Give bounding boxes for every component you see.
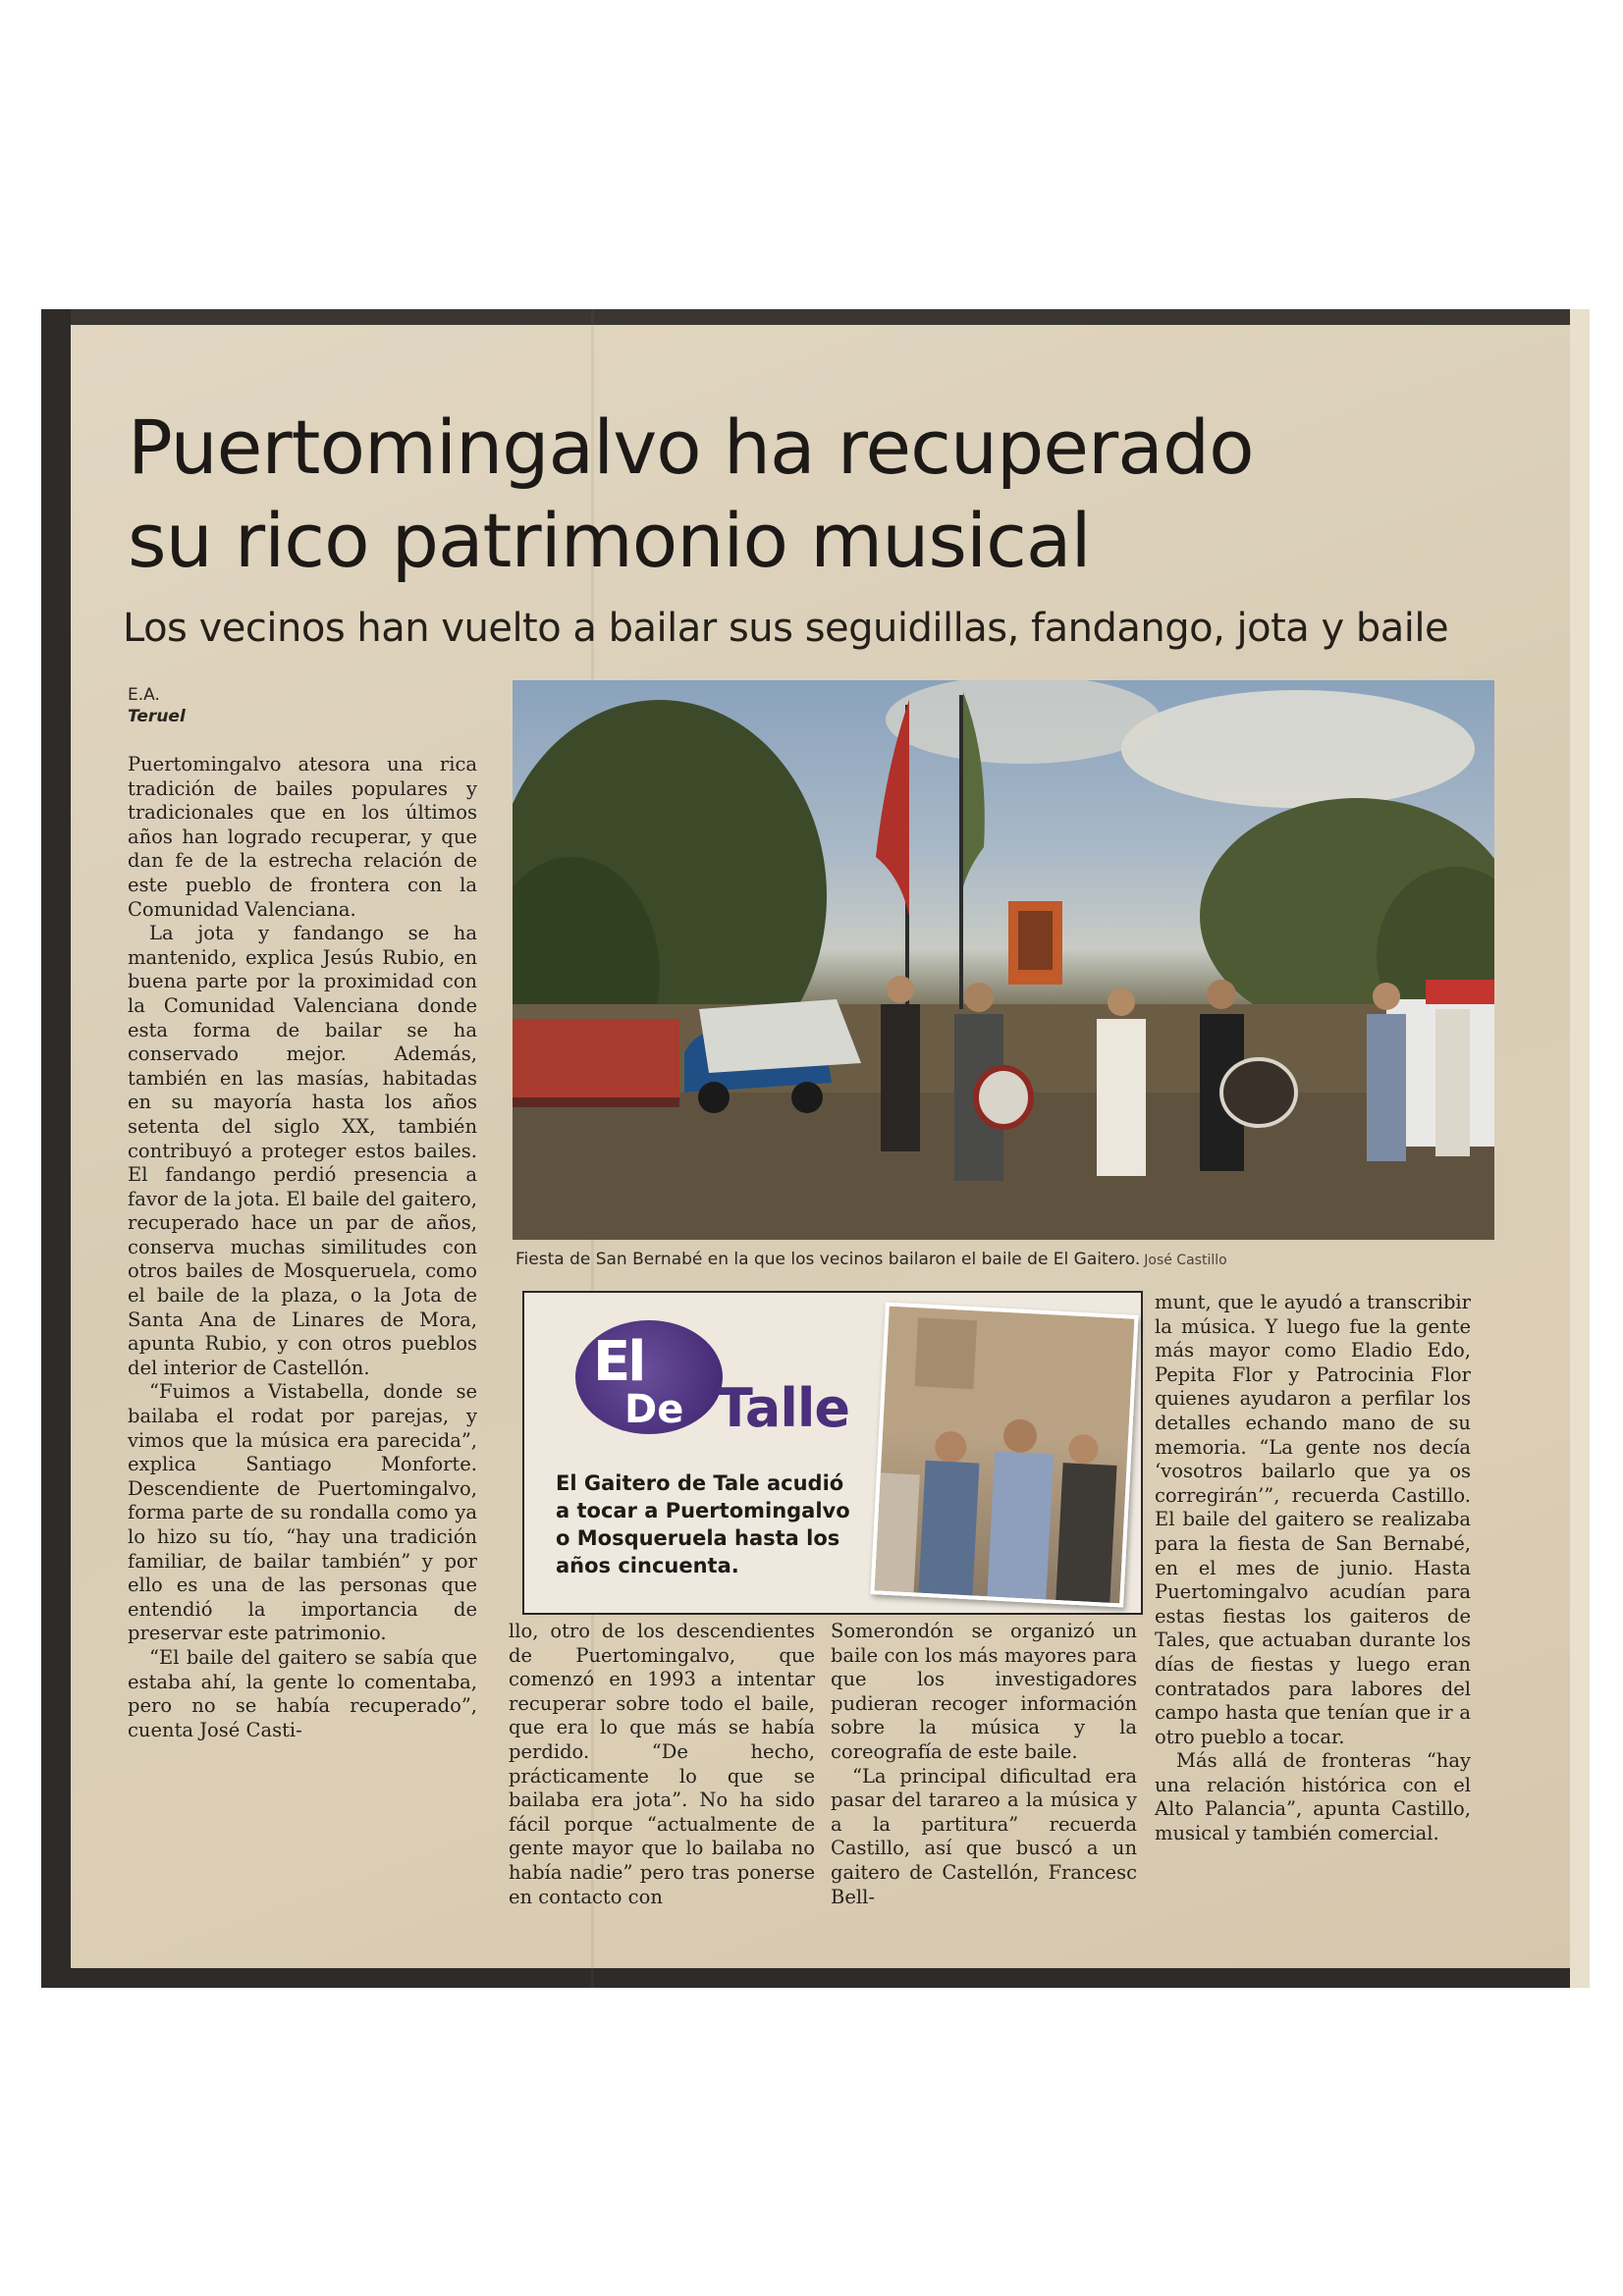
paragraph: “Fuimos a Vistabella, donde se bailaba el rodat por parejas, y vimos que la música era parecida”, explica Santiago Monforte. Descendiente de Puertomingalvo, forma parte de su rondalla como ya lo hizo su tío, “hay una tradición familiar, de bailar también” y por ello es una de las personas que entendió la importancia de preservar este patrimonio. <box>128 1380 477 1645</box>
photo-credit: José Castillo <box>1144 1253 1227 1268</box>
logo-de: De <box>624 1387 684 1432</box>
logo-el: El <box>593 1330 644 1394</box>
headline-line-1: Puertomingalvo ha recuperado <box>128 403 1254 491</box>
frame-top-border <box>41 309 1590 325</box>
byline-author: E.A. <box>128 685 160 705</box>
dancers-photo-illustration <box>875 1307 1135 1604</box>
photo-caption-text: Fiesta de San Bernabé en la que los vecinos bailaron el baile de El Gaitero. <box>515 1250 1141 1269</box>
paragraph: llo, otro de los descendientes de Puertomingalvo, que comenzó en 1993 a intentar recuperar sobre todo el baile, que era lo que más se había perdido. “De hecho, prácticamente lo que se bailaba era jota”. No ha sido fácil porque “actualmente de gente mayor que lo bailaba no había nadie” pero tras ponerse en contacto con <box>509 1620 815 1908</box>
main-photo <box>513 680 1494 1240</box>
paragraph: Somerondón se organizó un baile con los más mayores para que los investigadores pudieran recoger información sobre la música y la coreografía de este baile. <box>831 1620 1137 1763</box>
paragraph: Puertomingalvo atesora una rica tradición de bailes populares y tradicionales que en los últimos años han logrado recuperar, y que dan fe de la estrecha relación de este pueblo de frontera con la Comunidad Valenciana. <box>128 753 477 921</box>
article-column-4 <box>1155 1291 1471 1846</box>
paragraph: “La principal dificultad era pasar del tarareo a la música y a la partitura” recuerda Castillo, así que buscó a un gaitero de Castellón, Francesc Bell- <box>831 1764 1137 1908</box>
paragraph: munt, que le ayudó a transcribir la música. Y luego fue la gente más mayor como Eladio Edo, Pepita Flor y Patrocinia Flor quienes ayudaron a perfilar los detalles echando mano de su memoria. “La gente nos decía ‘vosotros bailarlo que ya os corregirán’”, recuerda Castillo. El baile del gaitero se realizaba para la fiesta de San Bernabé, en el mes de junio. Hasta Puertomingalvo acudían para estas fiestas los gaiteros de Tales, que actuaban durante los días de fiestas y luego eran contratados para labores del campo hasta que tenían que ir a otro pueblo a tocar. <box>1155 1291 1471 1748</box>
headline-line-2: su rico patrimonio musical <box>128 497 1091 584</box>
byline-location: Teruel <box>128 707 186 726</box>
subheadline: Los vecinos han vuelto a bailar sus seguidillas, fandango, jota y baile <box>123 606 1449 651</box>
frame-right-edge <box>1570 309 1590 1988</box>
paragraph: “El baile del gaitero se sabía que estaba ahí, la gente lo comentaba, pero no se había recuperado”, cuenta José Casti- <box>128 1645 477 1741</box>
paragraph: La jota y fandango se ha mantenido, explica Jesús Rubio, en buena parte por la proximidad con la Comunidad Valenciana donde esta forma de bailar se ha conservado mejor. Además, también en las masías, habitadas en su mayoría hasta los años setenta del siglo XX, también contribuyó a proteger estos bailes. El fandango perdió presencia a favor de la jota. El baile del gaitero, recuperado hace un par de años, conserva muchas similitudes con otros bailes de Mosqueruela, como el baile de la plaza, o la Jota de Santa Ana de Linares de Mora, apunta Rubio, y con otros pueblos del interior de Castellón. <box>128 922 477 1379</box>
newspaper-clipping <box>41 309 1590 1988</box>
photo-caption <box>515 1250 1227 1269</box>
paragraph: Más allá de fronteras “hay una relación histórica con el Alto Palancia”, apunta Castillo, musical y también comercial. <box>1155 1749 1471 1845</box>
logo-talle: Talle <box>717 1377 849 1439</box>
article-column-2 <box>509 1620 815 1909</box>
frame-bottom-border <box>41 1968 1590 1988</box>
article-column-1 <box>128 753 477 1742</box>
sidebar-text: El Gaitero de Tale acudió a tocar a Puertomingalvo o Mosqueruela hasta los años cincuenta. <box>556 1471 850 1577</box>
article-column-3 <box>831 1620 1137 1909</box>
frame-left-border <box>41 309 71 1988</box>
sidebar-photo <box>870 1302 1138 1607</box>
el-detalle-sidebar <box>522 1291 1143 1615</box>
festival-photo-illustration <box>513 680 1494 1240</box>
